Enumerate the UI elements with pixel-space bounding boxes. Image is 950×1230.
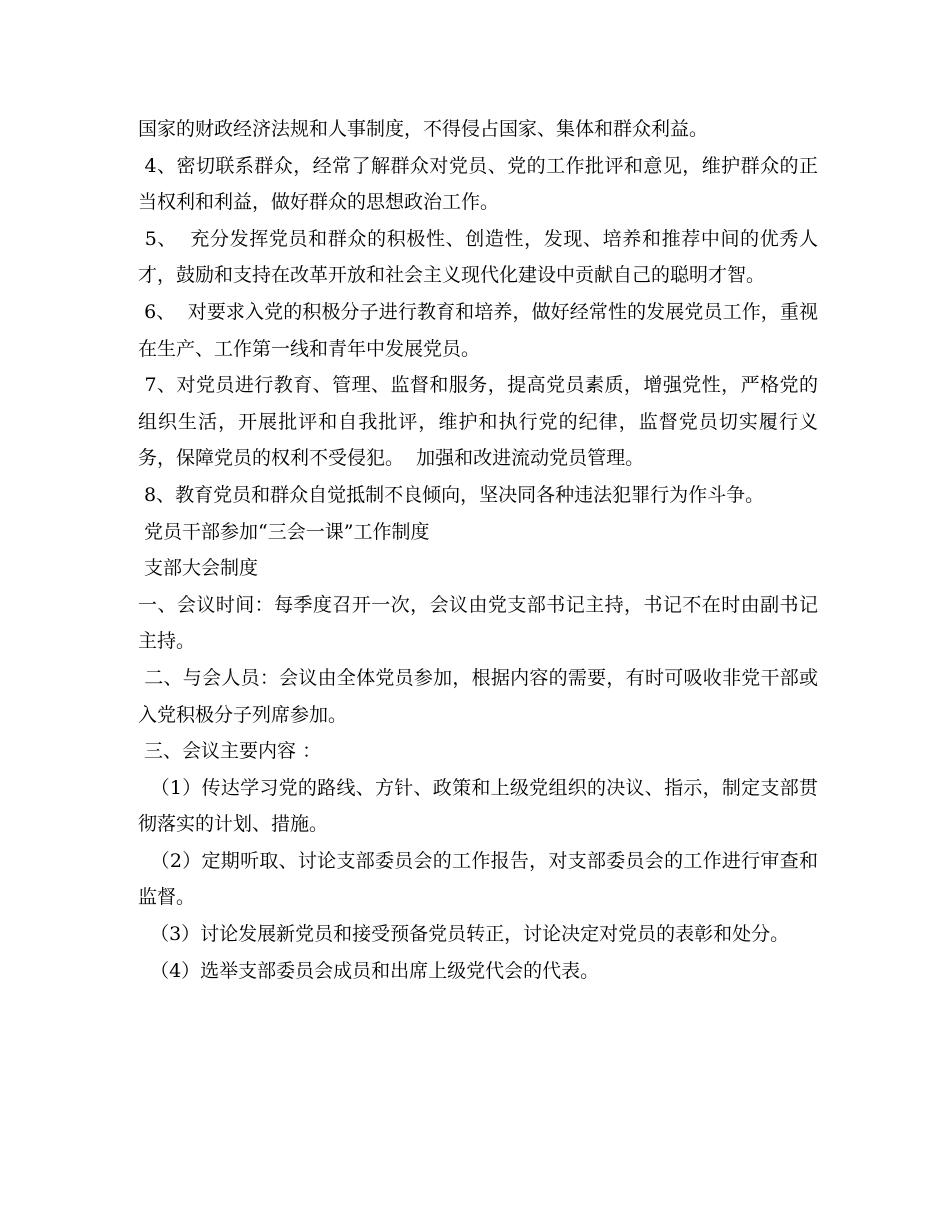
paragraph-continuation: 国家的财政经济法规和人事制度，不得侵占国家、集体和群众利益。	[138, 118, 709, 140]
paragraph-content-1: （1）传达学习党的路线、方针、政策和上级党组织的决议、指示，制定支部贯彻落实的计划、措施。	[138, 776, 818, 836]
paragraph-item-8: 8、教育党员和群众自觉抵制不良倾向，坚决同各种违法犯罪行为作斗争。	[138, 483, 765, 506]
paragraph-main-content-heading: 三、会议主要内容 ：	[138, 740, 322, 763]
document-body	[138, 111, 818, 989]
paragraph-meeting-time: 一、会议时间：每季度召开一次，会议由党支部书记主持，书记不在时由副书记主持。	[138, 593, 818, 653]
paragraph-content-4: （4）选举支部委员会成员和出席上级党代会的代表。	[138, 959, 600, 982]
paragraph-item-6: 6、 对要求入党的积极分子进行教育和培养，做好经常性的发展党员工作，重视在生产、工作第一线和青年中发展党员。	[138, 300, 819, 360]
paragraph-content-3: （3）讨论发展新党员和接受预备党员转正，讨论决定对党员的表彰和处分。	[138, 923, 790, 946]
paragraph-item-7: 7、对党员进行教育、管理、监督和服务，提高党员素质，增强党性，严格党的组织生活，开展批评和自我批评，维护和执行党的纪律，监督党员切实履行义务，保障党员的权利不受侵犯。 加强和改进流动党员管理。	[138, 374, 818, 470]
paragraph-content-2: （2）定期听取、讨论支部委员会的工作报告，对支部委员会的工作进行审查和监督。	[138, 849, 818, 909]
paragraph-item-5: 5、 充分发挥党员和群众的积极性、创造性，发现、培养和推荐中间的优秀人才，鼓励和支持在改革开放和社会主义现代化建设中贡献自己的聪明才智。	[138, 227, 819, 287]
paragraph-attendees: 二、与会人员：会议由全体党员参加，根据内容的需要，有时可吸收非党干部或入党积极分子列席参加。	[138, 666, 818, 726]
section-heading-branch-meeting: 支部大会制度	[138, 557, 259, 580]
paragraph-item-4: 4、密切联系群众，经常了解群众对党员、党的工作批评和意见，维护群众的正当权利和利益，做好群众的思想政治工作。	[138, 154, 818, 214]
section-heading-three-meetings: 党员干部参加“三会一课”工作制度	[138, 520, 430, 543]
